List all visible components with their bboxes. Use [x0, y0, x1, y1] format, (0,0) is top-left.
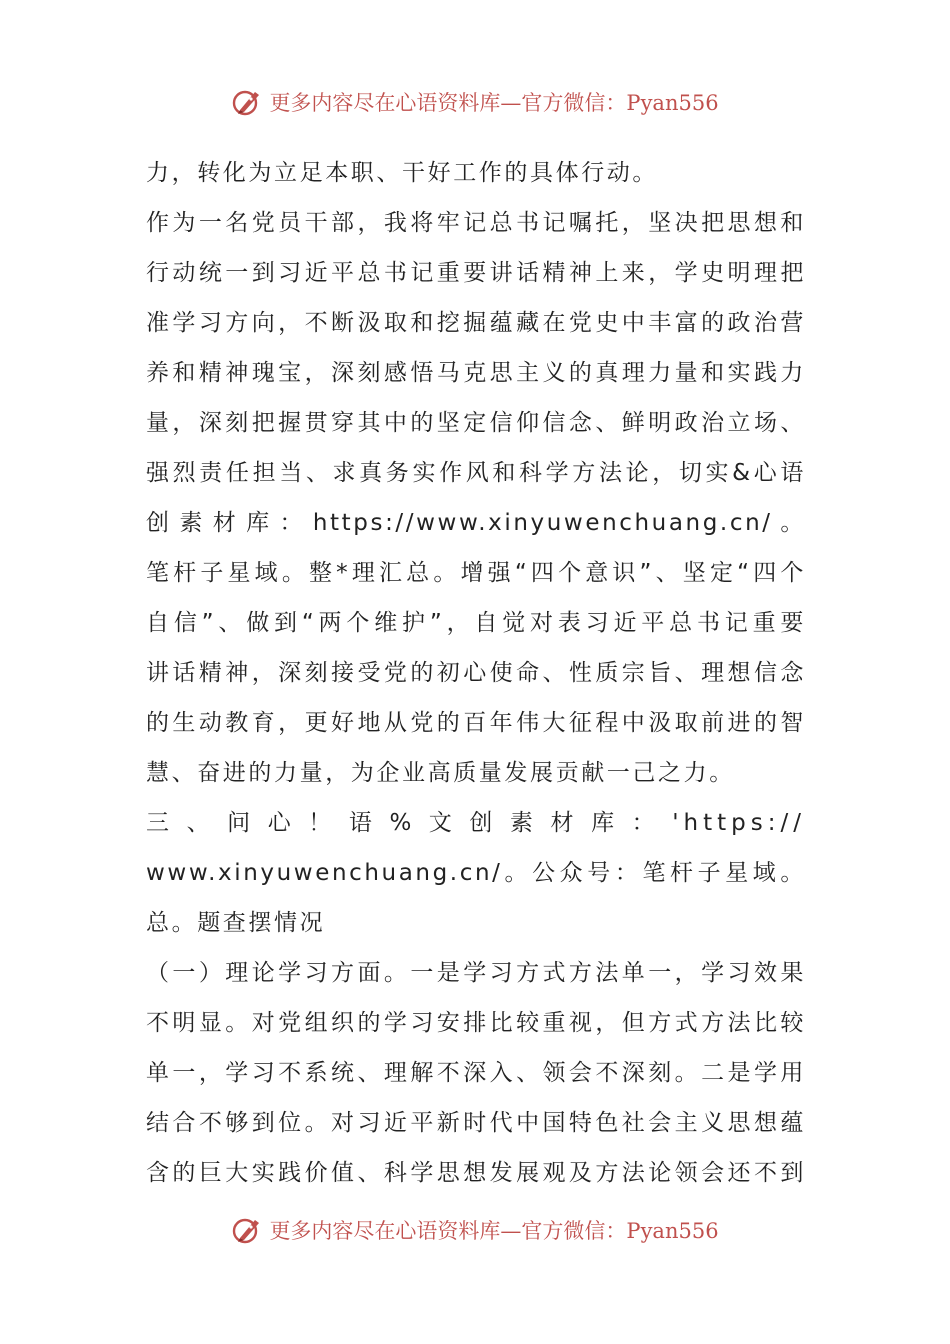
pen-logo-icon — [231, 86, 263, 118]
body-line: 准学习方向，不断汲取和挖掘蕴藏在党史中丰富的政治营 — [146, 310, 806, 336]
footer-banner — [0, 1208, 950, 1252]
body-line: 单一，学习不系统、理解不深入、领会不深刻。二是学用 — [146, 1060, 806, 1086]
document-body — [146, 148, 806, 1198]
body-line: 的生动教育，更好地从党的百年伟大征程中汲取前进的智 — [146, 710, 806, 736]
footer-banner-text: 更多内容尽在心语资料库—官方微信：Pyan556 — [269, 1219, 719, 1243]
body-line: 结合不够到位。对习近平新时代中国特色社会主义思想蕴 — [146, 1110, 806, 1136]
body-line: 养和精神瑰宝，深刻感悟马克思主义的真理力量和实践力 — [146, 360, 806, 386]
section-heading-line: 三 、 问 心 ！ 语 % 文 创 素 材 库 ： 'https:// — [146, 810, 806, 836]
body-line: 强烈责任担当、求真务实作风和科学方法论，切实&心语 — [146, 460, 806, 486]
body-line: 含的巨大实践价值、科学思想发展观及方法论领会还不到 — [146, 1160, 806, 1186]
body-line: 总。题查摆情况 — [146, 910, 326, 936]
body-line: 不明显。对党组织的学习安排比较重视，但方式方法比较 — [146, 1010, 806, 1036]
body-line: 慧、奋进的力量，为企业高质量发展贡献一己之力。 — [146, 760, 735, 786]
header-banner-text: 更多内容尽在心语资料库—官方微信：Pyan556 — [269, 91, 719, 115]
body-line: 行动统一到习近平总书记重要讲话精神上来，学史明理把 — [146, 260, 806, 286]
body-line: 讲话精神，深刻接受党的初心使命、性质宗旨、理想信念 — [146, 660, 806, 686]
body-line: 作为一名党员干部，我将牢记总书记嘱托，坚决把思想和 — [146, 210, 806, 236]
body-line: 创素材库：https://www.xinyuwenchuang.cn/。 — [146, 510, 806, 536]
body-line: （一）理论学习方面。一是学习方式方法单一，学习效果 — [146, 960, 806, 986]
body-line: www.xinyuwenchuang.cn/。公众号：笔杆子星域。 — [146, 860, 806, 886]
pen-logo-icon — [231, 1214, 263, 1246]
body-line: 自信”、做到“两个维护”，自觉对表习近平总书记重要 — [146, 610, 806, 636]
body-line: 力，转化为立足本职、干好工作的具体行动。 — [146, 160, 658, 186]
body-line: 笔杆子星域。整*理汇总。增强“四个意识”、坚定“四个 — [146, 560, 806, 586]
header-banner — [0, 80, 950, 124]
body-line: 量，深刻把握贯穿其中的坚定信仰信念、鲜明政治立场、 — [146, 410, 806, 436]
